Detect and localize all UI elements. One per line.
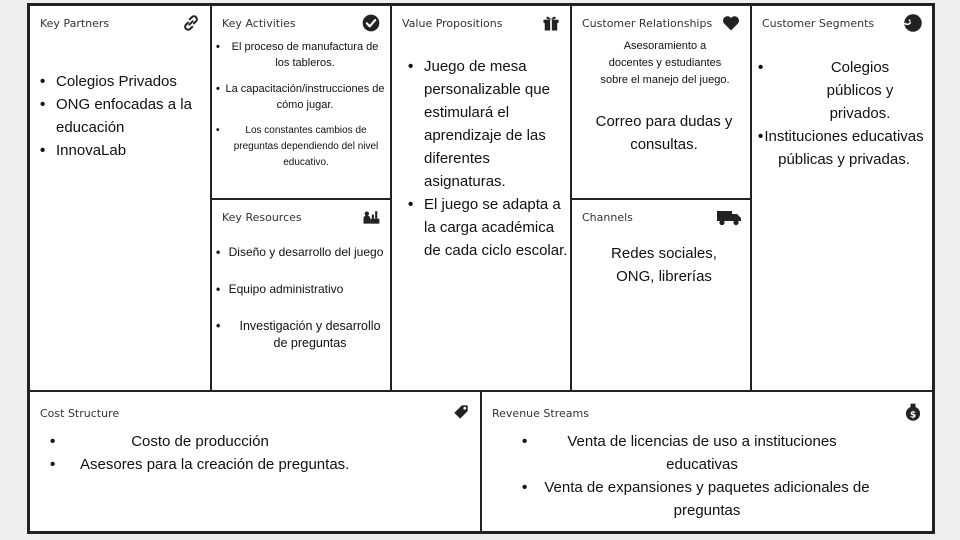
business-model-canvas — [27, 3, 935, 534]
list-item: • Colegios públicos y privados. — [758, 56, 930, 125]
channels-title: Channels — [582, 211, 633, 224]
revenue-streams-list — [522, 430, 882, 522]
face-profile-icon — [902, 13, 924, 33]
key-partners-list — [40, 70, 206, 162]
list-item: • El juego se adapta a la carga académica de cada ciclo escolar. — [408, 193, 568, 262]
list-item: • Investigación y desarrollo de preguntas — [216, 318, 388, 352]
list-item: • Juego de mesa personalizable que estimulará el aprendizaje de las diferentes asignaturas. — [408, 55, 568, 193]
list-item: • Los constantes cambios de preguntas dependiendo del nivel educativo. — [216, 123, 388, 171]
value-propositions-block — [390, 6, 570, 390]
relationships-large-text: Correo para dudas y consultas. — [595, 113, 733, 153]
list-item: • Diseño y desarrollo del juego — [216, 244, 388, 281]
key-resources-block — [210, 198, 390, 390]
customer-segments-list — [758, 56, 930, 171]
list-item: • Asesores para la creación de preguntas. — [50, 453, 470, 476]
relationships-small-text: Asesoramiento a docentes y estudiantes sobre el manejo del juego. — [600, 40, 730, 86]
key-partners-block — [30, 6, 210, 390]
list-item: • ONG enfocadas a la educación — [40, 93, 206, 139]
list-item: • Equipo administrativo — [216, 281, 388, 318]
factory-icon — [360, 207, 382, 227]
channels-text: Redes sociales, ONG, librerías — [611, 245, 717, 285]
list-item: • Venta de licencias de uso a instituciones educativas — [522, 430, 882, 476]
gift-icon — [540, 13, 562, 33]
key-activities-title: Key Activities — [222, 17, 296, 30]
money-bag-icon — [902, 402, 924, 422]
customer-segments-block — [750, 6, 932, 390]
list-item: • Colegios Privados — [40, 70, 206, 93]
customer-relationships-title: Customer Relationships — [582, 17, 713, 30]
customer-segments-title: Customer Segments — [762, 17, 875, 30]
list-item: • Venta de expansiones y paquetes adicionales de preguntas — [522, 476, 882, 522]
key-activities-block — [210, 6, 390, 198]
value-propositions-list — [408, 55, 568, 262]
heart-icon — [720, 13, 742, 33]
channels-block — [570, 198, 750, 390]
cost-structure-list — [50, 430, 470, 476]
key-partners-title: Key Partners — [40, 17, 110, 30]
svg-text:$: $ — [909, 409, 917, 421]
revenue-streams-block — [480, 390, 932, 531]
key-activities-list — [216, 39, 388, 171]
checkmark-circle-icon — [360, 13, 382, 33]
list-item: • Instituciones educativas públicas y privadas. — [758, 125, 930, 171]
list-item: • El proceso de manufactura de los tableros. — [216, 39, 388, 81]
truck-icon — [716, 207, 742, 227]
list-item: • InnovaLab — [40, 139, 206, 162]
cost-structure-title: Cost Structure — [40, 407, 120, 420]
list-item: • Costo de producción — [50, 430, 470, 453]
revenue-streams-title: Revenue Streams — [492, 407, 589, 420]
key-resources-list — [216, 244, 388, 352]
key-resources-title: Key Resources — [222, 211, 302, 224]
link-icon — [180, 13, 202, 33]
customer-relationships-block — [570, 6, 750, 198]
price-tag-icon — [450, 402, 472, 422]
list-item: • La capacitación/instrucciones de cómo jugar. — [216, 81, 388, 123]
cost-structure-block — [30, 390, 480, 531]
value-propositions-title: Value Propositions — [402, 17, 503, 30]
